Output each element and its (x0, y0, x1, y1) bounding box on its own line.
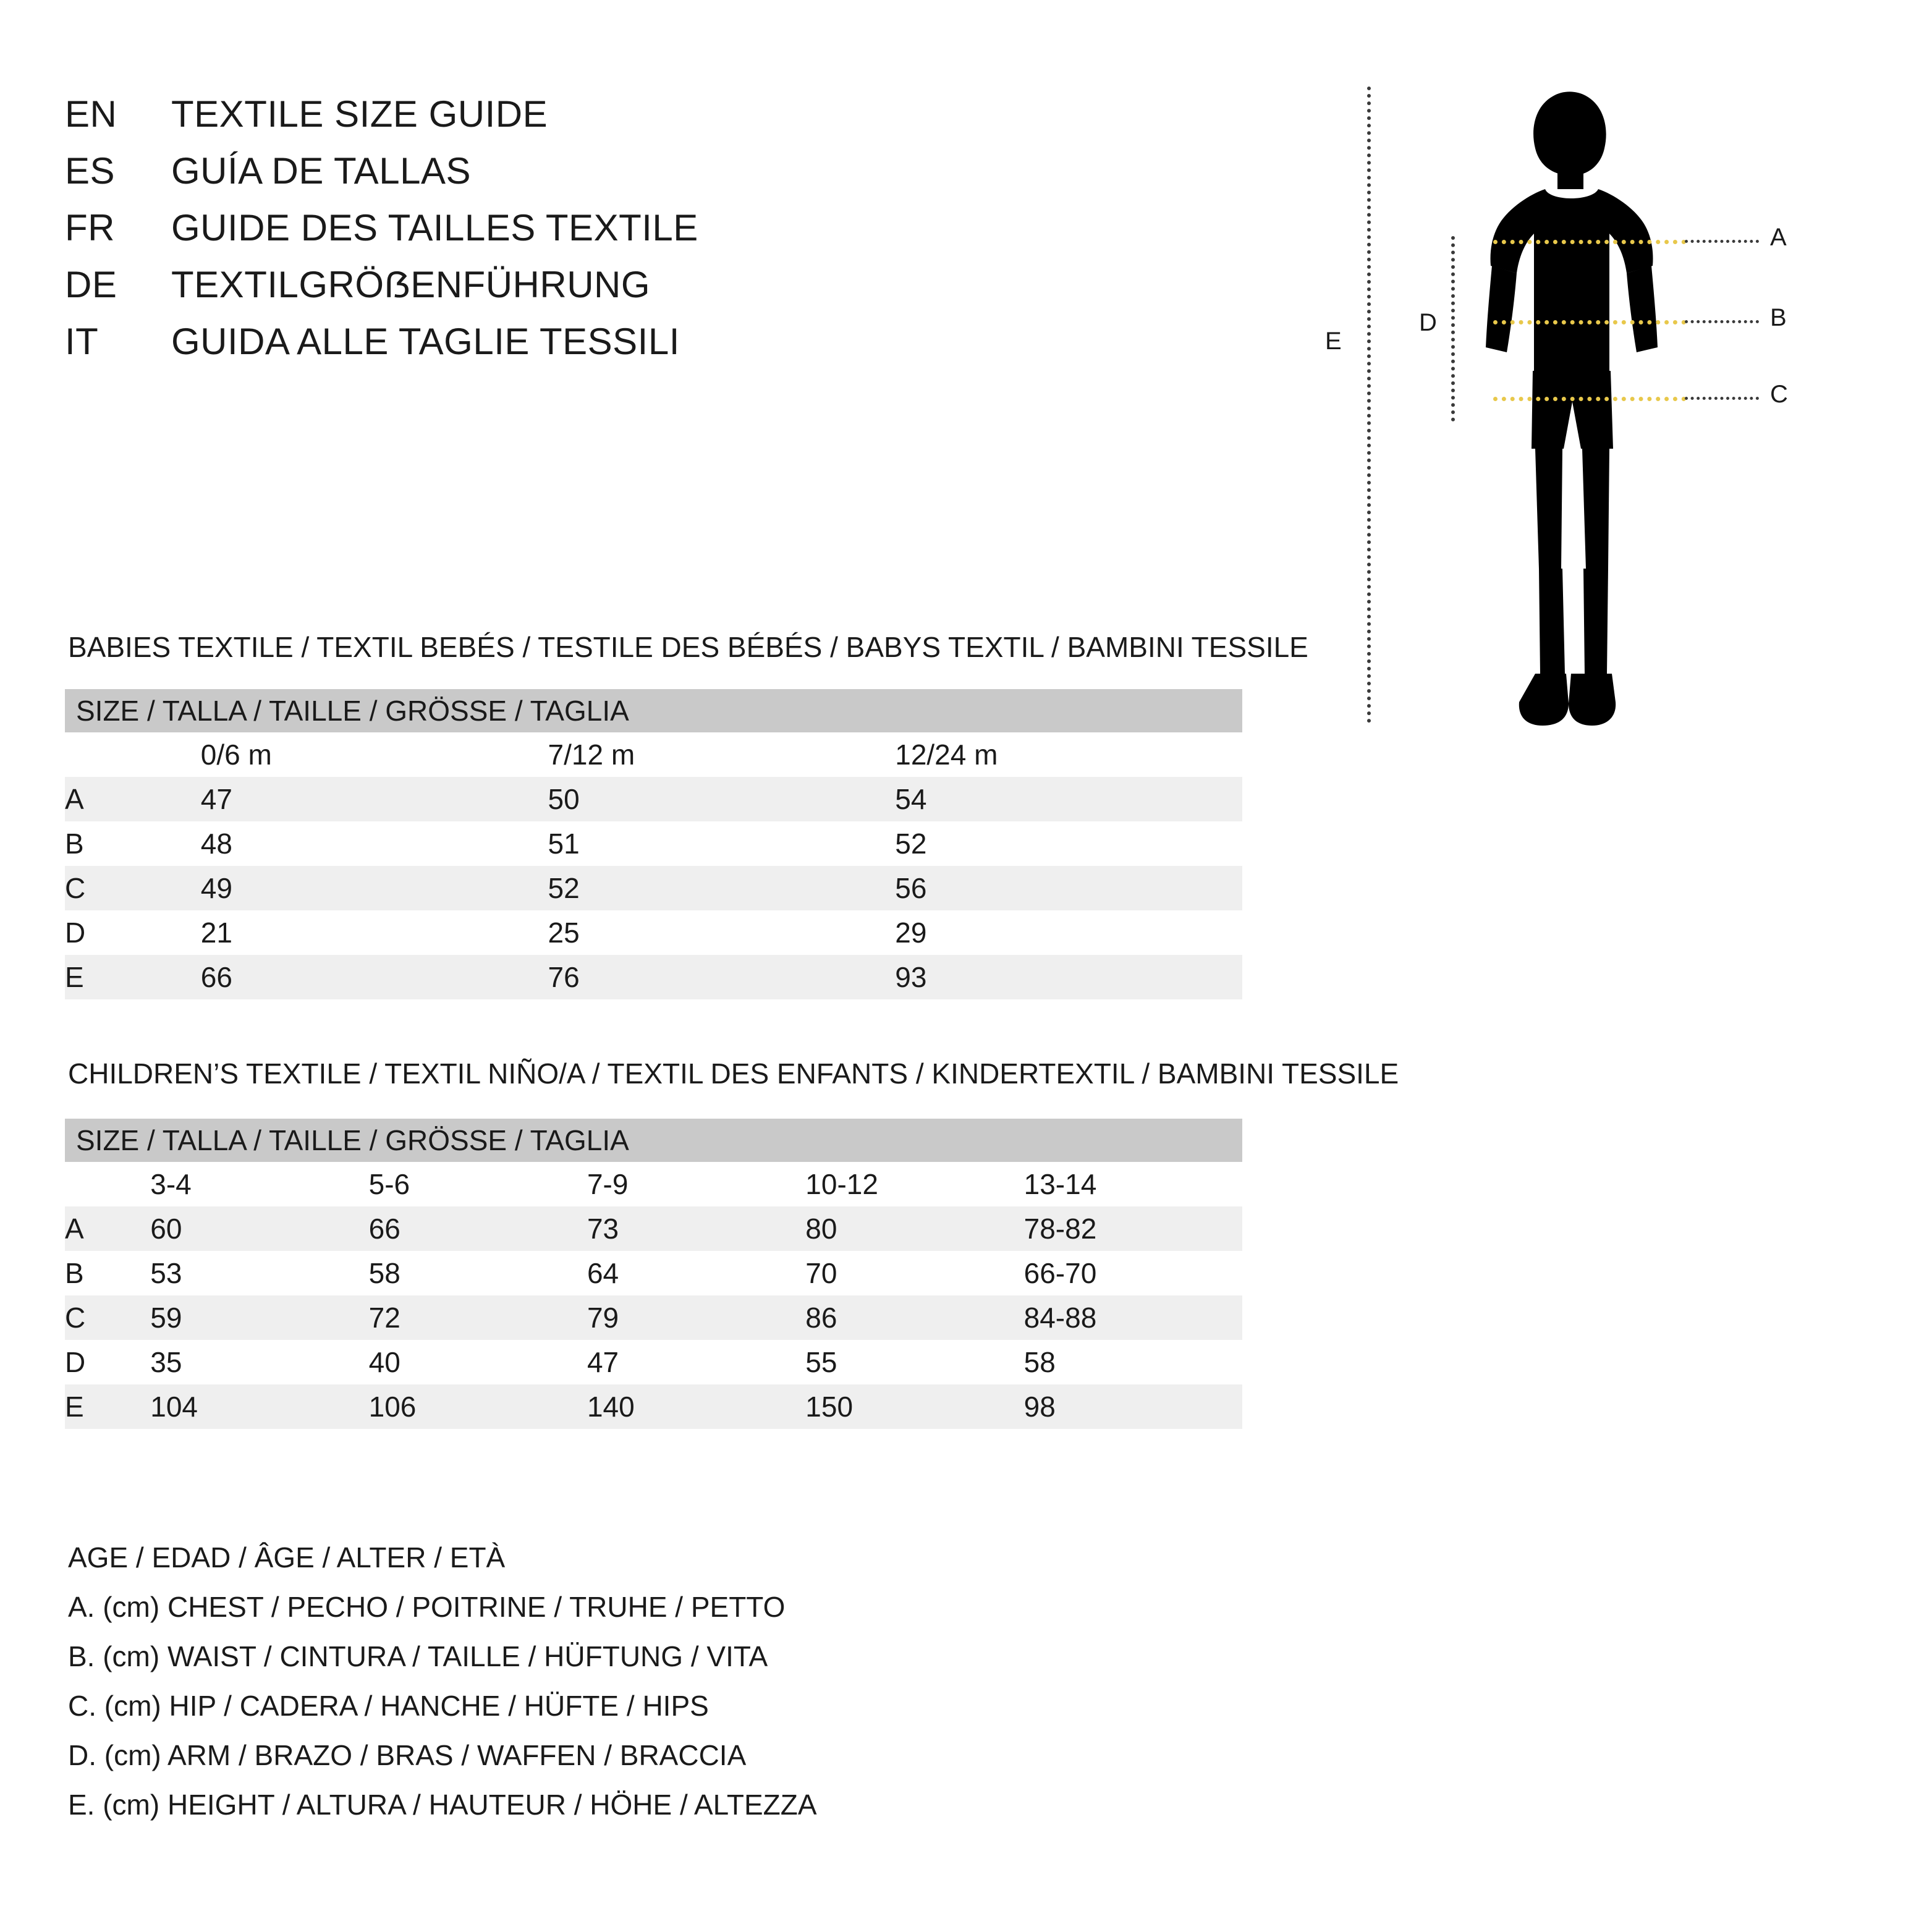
table-row (65, 1340, 1242, 1384)
table-cell: 53 (150, 1251, 368, 1295)
table-cell: 50 (548, 777, 896, 821)
legend-chest: A. (cm) CHEST / PECHO / POITRINE / TRUHE / PETTO (68, 1591, 786, 1623)
row-label: A (65, 777, 201, 821)
language-code: ES (65, 150, 116, 192)
table-cell: 86 (805, 1295, 1023, 1340)
babies-section-title: BABIES TEXTILE / TEXTIL BEBÉS / TESTILE DES BÉBÉS / BABYS TEXTIL / BAMBINI TESSILE (68, 631, 1308, 663)
table-cell: 64 (587, 1251, 805, 1295)
row-label: B (65, 1251, 150, 1295)
label-a: A (1770, 224, 1787, 251)
babies-table-header: SIZE / TALLA / TAILLE / GRÖSSE / TAGLIA (65, 689, 1242, 732)
label-e: E (1325, 328, 1342, 355)
language-row-de (65, 263, 930, 320)
legend-height: E. (cm) HEIGHT / ALTURA / HAUTEUR / HÖHE / ALTEZZA (68, 1789, 817, 1821)
table-cell: 76 (548, 955, 896, 999)
table-cell: 52 (895, 821, 1242, 866)
language-title: GUIDE DES TAILLES TEXTILE (171, 207, 698, 248)
table-row (65, 1384, 1242, 1429)
table-cell: 55 (805, 1340, 1023, 1384)
row-label: E (65, 955, 201, 999)
column-header: 12/24 m (895, 732, 1242, 777)
waist-leader-line (1685, 320, 1759, 323)
column-header: 3-4 (150, 1162, 368, 1206)
column-header: 10-12 (805, 1162, 1023, 1206)
row-label: A (65, 1206, 150, 1251)
table-cell: 56 (895, 866, 1242, 910)
table-cell: 35 (150, 1340, 368, 1384)
table-cell: 140 (587, 1384, 805, 1429)
language-code: EN (65, 93, 117, 135)
table-cell: 73 (587, 1206, 805, 1251)
language-title: GUIDA ALLE TAGLIE TESSILI (171, 321, 680, 362)
table-row (65, 1295, 1242, 1340)
row-label: D (65, 1340, 150, 1384)
table-row (65, 777, 1242, 821)
table-row (65, 1251, 1242, 1295)
children-section-title: CHILDREN’S TEXTILE / TEXTIL NIÑO/A / TEXTIL DES ENFANTS / KINDERTEXTIL / BAMBINI TESSILE (68, 1057, 1399, 1090)
table-cell: 70 (805, 1251, 1023, 1295)
legend-waist: B. (cm) WAIST / CINTURA / TAILLE / HÜFTUNG / VITA (68, 1640, 768, 1672)
corner-cell (65, 732, 201, 777)
column-header: 13-14 (1024, 1162, 1242, 1206)
chest-measure-line (1493, 240, 1686, 244)
column-header: 7-9 (587, 1162, 805, 1206)
arm-length-line (1451, 236, 1455, 422)
table-cell: 49 (201, 866, 548, 910)
table-cell: 58 (369, 1251, 587, 1295)
label-b: B (1770, 304, 1787, 331)
column-header: 0/6 m (201, 732, 548, 777)
table-cell: 47 (201, 777, 548, 821)
language-row-es (65, 150, 930, 206)
table-header-row (65, 689, 1242, 732)
table-cell: 79 (587, 1295, 805, 1340)
legend-arm: D. (cm) ARM / BRAZO / BRAS / WAFFEN / BRACCIA (68, 1739, 747, 1771)
language-row-fr (65, 206, 930, 263)
language-code: FR (65, 207, 115, 248)
table-cell: 66 (369, 1206, 587, 1251)
table-row (65, 955, 1242, 999)
table-row (65, 910, 1242, 955)
language-code: IT (65, 321, 99, 362)
language-title-block (65, 93, 930, 377)
table-cell: 93 (895, 955, 1242, 999)
row-label: E (65, 1384, 150, 1429)
legend-hip: C. (cm) HIP / CADERA / HANCHE / HÜFTE / HIPS (68, 1690, 709, 1722)
table-cell: 51 (548, 821, 896, 866)
table-cell: 59 (150, 1295, 368, 1340)
table-cell: 29 (895, 910, 1242, 955)
row-label: C (65, 1295, 150, 1340)
language-code: DE (65, 264, 117, 305)
children-size-table (65, 1119, 1242, 1429)
row-label: D (65, 910, 201, 955)
table-cell: 72 (369, 1295, 587, 1340)
table-cell: 60 (150, 1206, 368, 1251)
table-cell: 47 (587, 1340, 805, 1384)
children-table-header: SIZE / TALLA / TAILLE / GRÖSSE / TAGLIA (65, 1119, 1242, 1162)
table-row (65, 866, 1242, 910)
measurement-figure (1325, 80, 1879, 773)
table-cell: 80 (805, 1206, 1023, 1251)
table-cell: 98 (1024, 1384, 1242, 1429)
language-title: GUÍA DE TALLAS (171, 150, 471, 192)
table-cell: 48 (201, 821, 548, 866)
column-header: 7/12 m (548, 732, 896, 777)
corner-cell (65, 1162, 150, 1206)
column-header: 5-6 (369, 1162, 587, 1206)
table-cell: 66 (201, 955, 548, 999)
babies-size-table (65, 689, 1242, 999)
table-row (65, 821, 1242, 866)
table-cell: 58 (1024, 1340, 1242, 1384)
language-row-en (65, 93, 930, 150)
hip-measure-line (1493, 397, 1686, 401)
table-cell: 52 (548, 866, 896, 910)
measurement-legend (68, 1533, 1428, 1829)
table-cell: 54 (895, 777, 1242, 821)
table-cell: 104 (150, 1384, 368, 1429)
table-cell: 84-88 (1024, 1295, 1242, 1340)
child-silhouette-icon (1471, 80, 1693, 773)
table-cell: 78-82 (1024, 1206, 1242, 1251)
waist-measure-line (1493, 320, 1686, 324)
language-title: TEXTILGRÖẞENFÜHRUNG (171, 264, 651, 305)
label-d: D (1419, 309, 1437, 336)
table-cell: 25 (548, 910, 896, 955)
table-column-row (65, 1162, 1242, 1206)
table-cell: 21 (201, 910, 548, 955)
table-row (65, 1206, 1242, 1251)
table-cell: 106 (369, 1384, 587, 1429)
chest-leader-line (1685, 240, 1759, 243)
table-header-row (65, 1119, 1242, 1162)
hip-leader-line (1685, 397, 1759, 400)
label-c: C (1770, 381, 1788, 408)
table-cell: 150 (805, 1384, 1023, 1429)
legend-age: AGE / EDAD / ÂGE / ALTER / ETÀ (68, 1541, 506, 1574)
row-label: B (65, 821, 201, 866)
table-cell: 66-70 (1024, 1251, 1242, 1295)
language-row-it (65, 320, 930, 377)
table-column-row (65, 732, 1242, 777)
height-line (1367, 87, 1371, 723)
table-cell: 40 (369, 1340, 587, 1384)
row-label: C (65, 866, 201, 910)
language-title: TEXTILE SIZE GUIDE (171, 93, 548, 135)
